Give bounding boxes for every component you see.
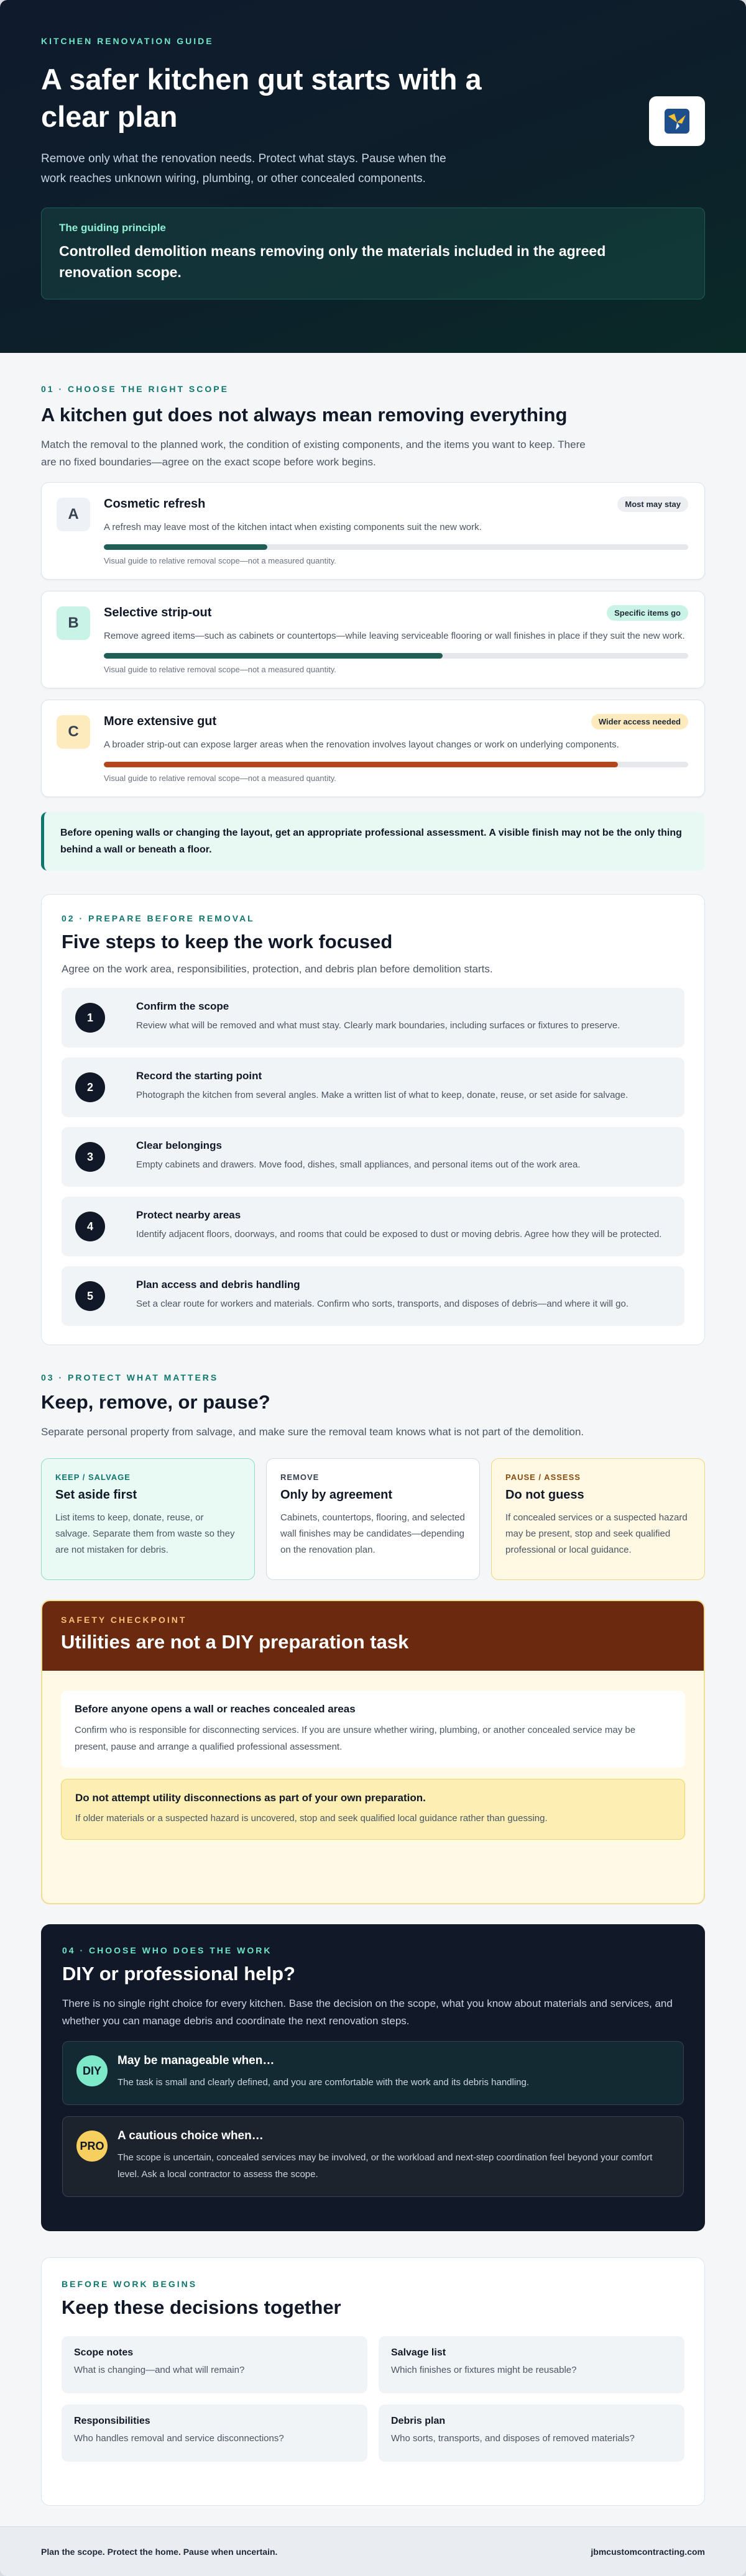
hero-lead: Remove only what the renovation needs. Protect what stays. Pause when the work reaches unknown wiring, plumbing, or other concealed components. [41,152,446,185]
bird-logo-icon [649,96,705,146]
steps-section [41,894,705,1345]
protect-intro: Separate personal property from salvage, and make sure the removal team knows what is not part of the demolition. [41,1426,584,1438]
scope-card-c [41,700,705,797]
scope-eyebrow: 01 · CHOOSE THE RIGHT SCOPE [41,384,229,394]
decisions-eyebrow: BEFORE WORK BEGINS [62,2279,198,2289]
decision-title: Debris plan [391,2416,446,2426]
step-desc: Set a clear route for workers and materials. Confirm who sorts, transports, and disposes of debris—and where it will go. [136,1299,629,1309]
scope-tag: Most may stay [617,496,688,512]
safety-warning-desc: If older materials or a suspected hazard is uncovered, stop and seek qualified local guidance rather than guessing. [75,1813,548,1824]
scope-card-desc: Remove agreed items—such as cabinets or countertops—while leaving serviceable flooring or wall finishes in place if they suit the new work. [104,631,685,641]
scope-card-title: Cosmetic refresh [104,497,206,511]
safety-warning [61,1779,685,1840]
pause-column [491,1458,705,1580]
step-desc: Empty cabinets and drawers. Move food, dishes, small appliances, and personal items out of the work area. [136,1159,581,1170]
scope-letter: B [57,606,90,640]
scope-card-title: Selective strip-out [104,606,212,619]
scope-bar-note: Visual guide to relative removal scope—not a measured quantity. [104,556,336,565]
safety-header [42,1601,704,1671]
safety-box [61,1691,685,1768]
option-desc: The task is small and clearly defined, and you are comfortable with the work and its debris handling. [117,2077,530,2088]
scope-intro: Match the removal to the planned work, the condition of existing components, and the items you want to keep. There are no fixed boundaries—agree on the exact scope before work begins. [41,439,586,468]
diy-badge: DIY [76,2055,108,2086]
column-key: KEEP / SALVAGE [55,1473,131,1482]
column-desc: Cabinets, countertops, flooring, and selected wall finishes may be candidates—depending on the renovation plan. [280,1512,465,1555]
step-number: 4 [75,1212,105,1241]
protect-title: Keep, remove, or pause? [41,1391,270,1413]
decision-title: Salvage list [391,2347,446,2358]
scope-title: A kitchen gut does not always mean removing everything [41,404,568,426]
steps-eyebrow: 02 · PREPARE BEFORE REMOVAL [62,913,255,923]
decision-desc: What is changing—and what will remain? [74,2365,245,2375]
diy-eyebrow: 04 · CHOOSE WHO DOES THE WORK [62,1945,272,1955]
remove-column [266,1458,480,1580]
keep-column [41,1458,255,1580]
scope-letter: C [57,715,90,749]
safety-title: Utilities are not a DIY preparation task [61,1631,409,1653]
step-number: 2 [75,1072,105,1102]
guiding-principle [41,208,705,299]
step-item [62,988,684,1048]
step-title: Protect nearby areas [136,1209,241,1221]
pro-badge: PRO [76,2131,108,2162]
decisions-section [41,2257,705,2506]
safety-warning-title: Do not attempt utility disconnections as part of your own preparation. [75,1792,426,1804]
decision-title: Responsibilities [74,2416,150,2426]
step-item [62,1057,684,1117]
column-desc: If concealed services or a suspected hazard may be present, stop and seek qualified professional or local guidance. [505,1512,688,1555]
step-desc: Review what will be removed and what must stay. Clearly mark boundaries, including surfaces or fixtures to preserve. [136,1020,620,1031]
protect-eyebrow: 03 · PROTECT WHAT MATTERS [41,1372,219,1382]
principle-label: The guiding principle [59,222,166,234]
scope-letter: A [57,498,90,531]
step-item [62,1266,684,1326]
decision-desc: Which finishes or fixtures might be reusable? [391,2365,577,2375]
diy-section [41,1924,705,2231]
steps-intro: Agree on the work area, responsibilities, protection, and debris plan before demolition starts. [62,963,493,975]
option-title: May be manageable when… [117,2054,275,2067]
scope-bar-note: Visual guide to relative removal scope—not a measured quantity. [104,665,336,674]
step-title: Confirm the scope [136,1000,229,1012]
step-desc: Photograph the kitchen from several angles. Make a written list of what to keep, donate, reuse, or set aside for salvage. [136,1090,629,1100]
scope-level-bar [104,653,688,659]
steps-title: Five steps to keep the work focused [62,931,393,952]
safety-eyebrow: SAFETY CHECKPOINT [61,1615,187,1625]
scope-card-desc: A refresh may leave most of the kitchen intact when existing components suit the new work. [104,522,482,532]
scope-level-bar [104,762,688,767]
scope-section [0,353,746,870]
step-title: Plan access and debris handling [136,1279,300,1290]
scope-tag: Specific items go [607,605,688,621]
option-title: A cautious choice when… [117,2129,264,2142]
footer [0,2526,746,2576]
pro-option [62,2116,684,2197]
step-number: 5 [75,1281,105,1311]
column-desc: List items to keep, donate, reuse, or salvage. Separate them from waste so they are not mistaken for debris. [55,1512,235,1555]
decision-title: Scope notes [74,2347,134,2358]
diy-option [62,2041,684,2105]
decision-desc: Who sorts, transports, and disposes of removed materials? [391,2433,635,2444]
decision-desc: Who handles removal and service disconnections? [74,2433,284,2444]
step-desc: Identify adjacent floors, doorways, and rooms that could be exposed to dust or moving debris. Agree how they will be protected. [136,1229,662,1240]
scope-level-bar [104,544,688,550]
footer-site-link[interactable]: jbmcustomcontracting.com [591,2546,705,2557]
step-number: 1 [75,1003,105,1033]
decision-item [379,2405,684,2462]
step-item [62,1127,684,1187]
column-title: Set aside first [55,1488,137,1502]
scope-card-desc: A broader strip-out can expose larger areas when the renovation involves layout changes or work on underlying components. [104,739,619,750]
hero-eyebrow: KITCHEN RENOVATION GUIDE [41,36,214,46]
step-title: Record the starting point [136,1070,262,1082]
decisions-title: Keep these decisions together [62,2296,341,2318]
decision-item [62,2336,367,2393]
diy-title: DIY or professional help? [62,1963,295,1985]
protect-section [0,1345,746,1580]
decision-item [379,2336,684,2393]
safety-checkpoint [41,1600,705,1904]
principle-text: Controlled demolition means removing only the materials included in the agreed renovation scope. [59,243,606,280]
scope-tag: Wider access needed [591,714,688,729]
column-key: REMOVE [280,1473,320,1482]
scope-card-b [41,591,705,688]
option-desc: The scope is uncertain, concealed services may be involved, or the workload and next-step coordination feel beyond your comfort level. Ask a local contractor to assess the scope. [117,2152,653,2180]
assessment-callout: Before opening walls or changing the layout, get an appropriate professional assessment. A visible finish may not be the only thing behind a wall or beneath a floor. [41,812,705,870]
page-title: A safer kitchen gut starts with a clear plan [41,63,482,133]
step-title: Clear belongings [136,1140,222,1151]
step-number: 3 [75,1142,105,1172]
hero [0,0,746,353]
scope-card-title: More extensive gut [104,715,217,728]
footer-tagline: Plan the scope. Protect the home. Pause when uncertain. [41,2546,278,2557]
safety-box-title: Before anyone opens a wall or reaches concealed areas [75,1703,356,1715]
column-key: PAUSE / ASSESS [505,1473,581,1482]
scope-card-a [41,482,705,580]
safety-box-desc: Confirm who is responsible for disconnecting services. If you are unsure whether wiring, plumbing, or another concealed service may be present, pause and arrange a qualified professional assessment. [75,1725,636,1752]
scope-bar-note: Visual guide to relative removal scope—not a measured quantity. [104,774,336,783]
step-item [62,1197,684,1256]
decision-item [62,2405,367,2462]
column-title: Only by agreement [280,1488,393,1502]
column-title: Do not guess [505,1488,584,1502]
diy-intro: There is no single right choice for every kitchen. Base the decision on the scope, what you know about materials and services, and whether you can manage debris and coordinate the next renovation steps. [62,1998,673,2027]
